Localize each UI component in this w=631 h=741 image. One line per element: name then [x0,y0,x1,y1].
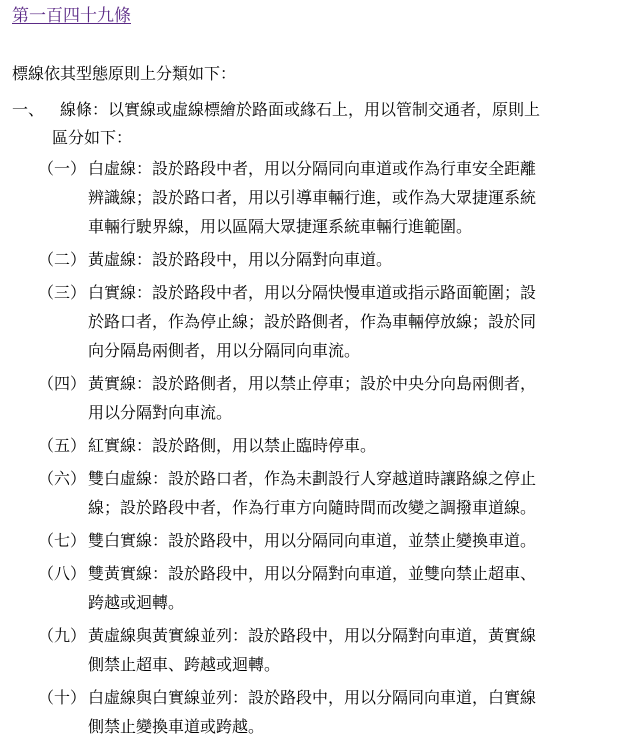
sub-clause-line: 於路口者，作為停止線；設於路側者，作為車輛停放線；設於同 [88,312,537,331]
article-title-link[interactable]: 第一百四十九條 [12,6,131,26]
sub-clause-line: 白虛線：設於路段中者，用以分隔同向車道或作為行車安全距離 [88,159,537,178]
sub-clause-body [88,278,618,365]
main-clause-line-2 [12,126,622,154]
sub-clause-line: 白實線：設於路段中者，用以分隔快慢車道或指示路面範圍；設 [88,283,537,302]
sub-clause-body [88,464,618,522]
sub-clause-body [88,683,618,741]
sub-clause-line: 黃實線：設於路側者，用以禁止停車；設於中央分向島兩側者， [88,374,537,393]
sub-clause-item [0,621,631,679]
sub-clause-line: 黃虛線：設於路段中，用以分隔對向車道。 [88,250,393,269]
sub-clause-line: 雙白虛線：設於路口者，作為未劃設行人穿越道時讓路線之停止 [88,469,537,488]
sub-clause-list [0,154,631,741]
main-clause-text-1: 線條：以實線或虛線標繪於路面或緣石上，用以管制交通者，原則上 [60,100,541,119]
sub-clause-item [0,526,631,555]
sub-clause-number: （九） [38,626,87,645]
sub-clause-line: 線；設於路段中者，作為行車方向隨時間而改變之調撥車道線。 [88,498,537,517]
sub-clause-number: （四） [38,374,87,393]
main-clause-text-2: 區分如下： [52,128,133,147]
sub-clause-body [88,621,618,679]
main-clause-line-1 [12,98,622,126]
sub-clause-number: （二） [38,250,87,269]
sub-clause-line: 辨識線；設於路口者，用以引導車輛行進，或作為大眾捷運系統 [88,188,537,207]
sub-clause-number: （十） [38,688,87,707]
sub-clause-item [0,559,631,617]
sub-clause-number: （五） [38,436,87,455]
sub-clause-line: 車輛行駛界線，用以區隔大眾捷運系統車輛行進範圍。 [88,217,473,236]
sub-clause-line: 用以分隔對向車流。 [88,403,233,422]
sub-clause-line: 雙白實線：設於路段中，用以分隔同向車道，並禁止變換車道。 [88,531,537,550]
sub-clause-item [0,245,631,274]
main-clause [12,98,622,154]
sub-clause-line: 紅實線：設於路側，用以禁止臨時停車。 [88,436,377,455]
sub-clause-item [0,369,631,427]
sub-clause-line: 側禁止超車、跨越或迴轉。 [88,655,281,674]
sub-clause-body [88,559,618,617]
sub-clause-body [88,154,618,241]
sub-clause-item [0,464,631,522]
main-clause-marker: 一、 [12,100,45,119]
sub-clause-body [88,369,618,427]
sub-clause-number: （一） [38,159,87,178]
sub-clause-number: （三） [38,283,87,302]
sub-clause-line: 黃虛線與黃實線並列：設於路段中，用以分隔對向車道，黃實線 [88,626,537,645]
sub-clause-line: 跨越或迴轉。 [88,593,185,612]
sub-clause-line: 雙黃實線：設於路段中，用以分隔對向車道，並雙向禁止超車、 [88,564,537,583]
sub-clause-body [88,245,618,274]
sub-clause-item [0,154,631,241]
sub-clause-item [0,431,631,460]
sub-clause-item [0,278,631,365]
sub-clause-body [88,526,618,555]
sub-clause-body [88,431,618,460]
sub-clause-line: 向分隔島兩側者，用以分隔同向車流。 [88,341,361,360]
sub-clause-number: （八） [38,564,87,583]
sub-clause-number: （六） [38,469,87,488]
sub-clause-number: （七） [38,531,87,550]
sub-clause-line: 側禁止變換車道或跨越。 [88,717,265,736]
sub-clause-item [0,683,631,741]
sub-clause-line: 白虛線與白實線並列：設於路段中，用以分隔同向車道，白實線 [88,688,537,707]
article-intro: 標線依其型態原則上分類如下： [12,64,237,83]
